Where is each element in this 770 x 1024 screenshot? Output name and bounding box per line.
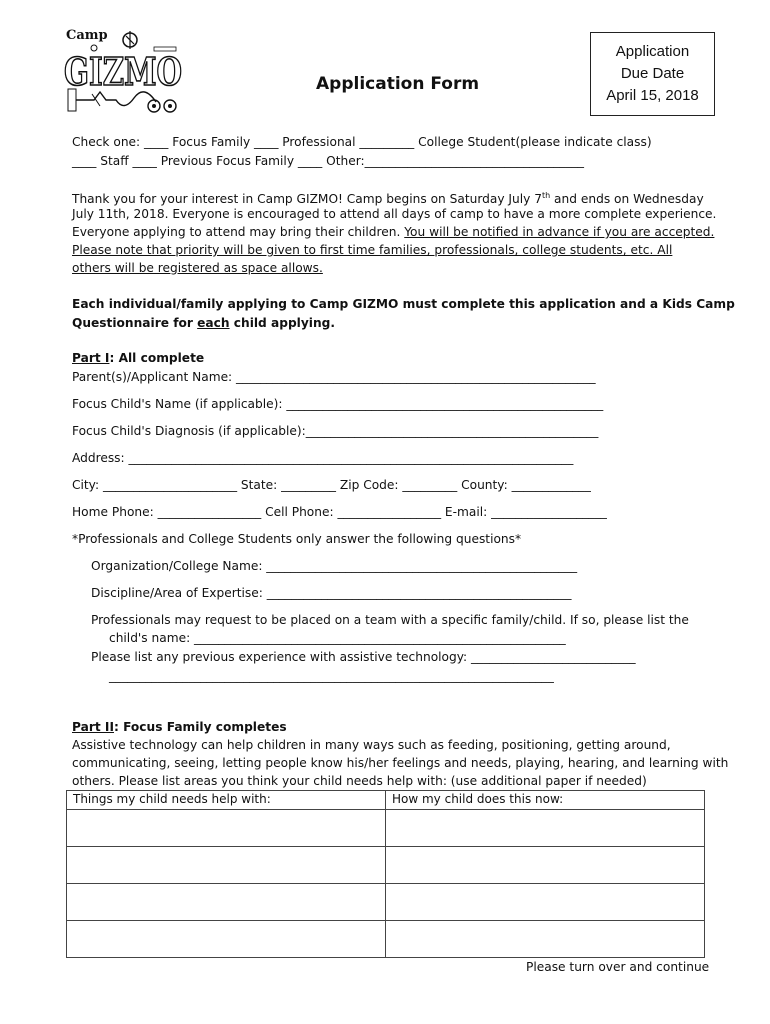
needs-table-header-row bbox=[67, 791, 705, 810]
parent-name-field[interactable]: Parent(s)/Applicant Name: ___________________________________________________________ bbox=[72, 370, 596, 384]
intro-line-1a: Thank you for your interest in Camp GIZMO! Camp begins on Saturday July 7 bbox=[72, 192, 542, 207]
needs-cell[interactable] bbox=[67, 884, 386, 921]
intro-line-4: Please note that priority will be given to first time families, professionals, college students, etc. All bbox=[72, 243, 673, 257]
experience-extra-line[interactable]: _________________________________________________________________________ bbox=[109, 669, 554, 683]
needs-cell[interactable] bbox=[67, 921, 386, 958]
phone-email-field[interactable]: Home Phone: _________________ Cell Phone: _________________ E-mail: ___________________ bbox=[72, 505, 607, 519]
part1-heading-rest: : All complete bbox=[109, 351, 205, 365]
discipline-field[interactable]: Discipline/Area of Expertise: __________________________________________________ bbox=[91, 586, 572, 600]
intro-line-3a: Everyone applying to attend may bring their children. bbox=[72, 225, 405, 239]
requirement-line-1: Each individual/family applying to Camp GIZMO must complete this application and a Kids Camp bbox=[72, 297, 735, 311]
requirement-line-2c: child applying. bbox=[229, 316, 336, 330]
part2-paragraph-line-3: others. Please list areas you think your child needs help with: (use additional paper if needed) bbox=[72, 774, 647, 788]
part1-heading bbox=[72, 349, 204, 367]
part2-heading-label: Part II bbox=[72, 720, 114, 734]
due-date-box bbox=[590, 32, 715, 116]
current-cell[interactable] bbox=[386, 847, 705, 884]
address-field[interactable]: Address: _________________________________________________________________________ bbox=[72, 451, 574, 465]
intro-line-3 bbox=[72, 223, 714, 241]
city-state-zip-county-field[interactable]: City: ______________________ State: _________ Zip Code: _________ County: _____________ bbox=[72, 478, 591, 492]
intro-line-2: July 11th, 2018. Everyone is encouraged to attend all days of camp to have a more complete experience. bbox=[72, 207, 717, 221]
table-row bbox=[67, 921, 705, 958]
current-col-header: How my child does this now: bbox=[386, 791, 705, 810]
requirement-line-2 bbox=[72, 314, 335, 332]
part2-heading-rest: : Focus Family completes bbox=[113, 720, 287, 734]
previous-experience-field[interactable]: Please list any previous experience with assistive technology: ___________________________ bbox=[91, 650, 636, 664]
turn-over-note: Please turn over and continue bbox=[526, 960, 710, 974]
current-cell[interactable] bbox=[386, 884, 705, 921]
needs-table bbox=[66, 790, 705, 958]
current-cell[interactable] bbox=[386, 921, 705, 958]
intro-notice: You will be notified in advance if you are accepted. bbox=[404, 225, 715, 239]
table-row bbox=[67, 884, 705, 921]
page-title: Application Form bbox=[316, 74, 480, 94]
requirement-each: each bbox=[197, 316, 230, 330]
child-diagnosis-field[interactable]: Focus Child's Diagnosis (if applicable):________________________________________________ bbox=[72, 424, 599, 438]
part2-paragraph-line-2: communicating, seeing, letting people know his/her feelings and needs, playing, hearing, and learning with bbox=[72, 756, 729, 770]
child-name-field[interactable]: Focus Child's Name (if applicable): ____________________________________________________ bbox=[72, 397, 604, 411]
part2-heading bbox=[72, 718, 287, 736]
check-one-line-2: ____ Staff ____ Previous Focus Family ____ Other:____________________________________ bbox=[72, 154, 585, 168]
table-row bbox=[67, 810, 705, 847]
organization-field[interactable]: Organization/College Name: ___________________________________________________ bbox=[91, 559, 578, 573]
camp-gizmo-logo bbox=[64, 26, 188, 118]
due-box-line-1: Application bbox=[615, 43, 690, 60]
gizmo-logo-graphic bbox=[64, 26, 188, 118]
intro-line-5: others will be registered as space allows. bbox=[72, 261, 323, 275]
current-cell[interactable] bbox=[386, 810, 705, 847]
needs-cell[interactable] bbox=[67, 810, 386, 847]
needs-col-header: Things my child needs help with: bbox=[67, 791, 386, 810]
due-box-line-3: April 15, 2018 bbox=[606, 87, 699, 104]
logo-gizmo-text: GIZMO bbox=[64, 49, 182, 94]
part2-paragraph-line-1: Assistive technology can help children in many ways such as feeding, positioning, getting around, bbox=[72, 738, 671, 752]
needs-cell[interactable] bbox=[67, 847, 386, 884]
due-box-line-2: Due Date bbox=[620, 65, 685, 82]
requirement-line-2a: Questionnaire for bbox=[72, 316, 198, 330]
intro-line-1b: and ends on Wednesday bbox=[550, 192, 704, 207]
intro-superscript: th bbox=[541, 191, 551, 200]
team-child-name-field[interactable]: child's name: _____________________________________________________________ bbox=[109, 631, 566, 645]
logo-camp-text: Camp bbox=[66, 28, 108, 43]
part1-heading-label: Part I bbox=[72, 351, 110, 365]
table-row bbox=[67, 847, 705, 884]
professionals-note: *Professionals and College Students only answer the following questions* bbox=[72, 532, 522, 546]
team-request-text: Professionals may request to be placed on a team with a specific family/child. If so, please list the bbox=[91, 613, 689, 627]
check-one-line-1: Check one: ____ Focus Family ____ Professional _________ College Student(please indicate class) bbox=[72, 135, 652, 149]
